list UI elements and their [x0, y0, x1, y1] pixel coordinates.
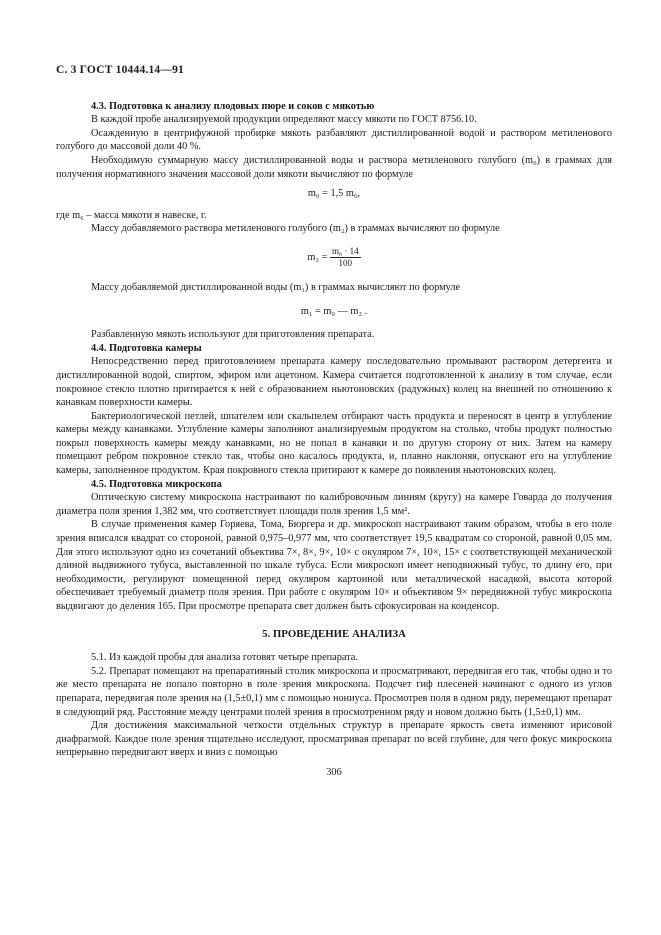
paragraph: Разбавленную мякоть используют для приготовления препарата. — [91, 329, 375, 341]
page-number: 306 — [326, 766, 342, 778]
document-page — [56, 64, 612, 780]
paragraph: Бактериологической петлей, шпателем или скальпелем отбирают часть продукта и переносят в центр в углубление камеры между канавками. Углубление камеры заполняют анализируемым продуктом на столько, чтобы продукт полностью покрыл поверхность камеры между канавками, но не попал в канавки и по другую сторону от них. Затем на камеру помещают ребром покровное стекло так, чтобы оно касалось продукта, и, плавно наклоняя, опускают его на углубление камеры, заполненное продуктом. Края покровного стекла притирают к камере до появления ньютоновских колец. — [56, 410, 612, 477]
formula-legend: где m₆ – масса мякоти в навеске, г. — [56, 209, 207, 221]
formula-m0: m₀ = 1,5 m₆, — [307, 188, 361, 200]
fraction-denominator: 100 — [338, 257, 353, 268]
formula-m2-left: m₂ = — [307, 251, 328, 263]
section-4-3-title: 4.3. Подготовка к анализу плодовых пюре и соков с мякотью — [91, 100, 375, 112]
formula-m2-fraction — [330, 246, 361, 269]
section-4-5-title: 4.5. Подготовка микроскопа — [91, 478, 222, 490]
fraction-numerator: m₆ · 14 — [331, 245, 359, 256]
paragraph: Оптическую систему микроскопа настраивают по калибровочным линиям (кругу) на камере Говарда до получения диаметра поля зрения 1,382 мм, что соответствует площади поля зрения 1,5 мм². — [56, 492, 612, 517]
paragraph: 5.2. Препарат помещают на препаративный столик микроскопа и просматривают, передвигая его так, чтобы одно и то же место препарата не попало повторно в поле зрения микроскопа. Подсчет гиф плесеней начинают с одного из углов препарата, передвигая поле зрения на (1,5±0,1) мм с помощью нониуса. Просмотрев поля в одном ряду, перемещают препарат в следующий ряд. Расстояние между центрами полей зрения в просмотренном ряду и новом должно быть (1,5±0,1) мм. — [56, 665, 612, 718]
paragraph: Для достижения максимальной четкости отдельных структур в препарате яркость света изменяют ирисовой диафрагмой. Каждое поле зрения тщательно исследуют, просматривая препарат по всей глубине, для чего фокус микроскопа непрерывно передвигают вверх и вниз с помощью — [56, 720, 612, 759]
paragraph: Осажденную в центрифужной пробирке мякоть разбавляют дистиллированной водой и раствором метиленового голубого до массовой доли 40 %. — [56, 127, 612, 153]
paragraph: Массу добавляемого раствора метиленового голубого (m₂) в граммах вычисляют по формуле — [91, 223, 500, 235]
paragraph: Непосредственно перед приготовлением препарата камеру последовательно промывают раствором детергента и дистиллированной водой, спиртом, эфиром или ацетоном. Камера считается подготовленной к анализу в том случае, если покровное стекло плотно притирается к ней с образованием ньютоновских (радужных) колец на внешней по отношению к канавкам поверхности камеры. — [56, 356, 612, 409]
section-4-4-title: 4.4. Подготовка камеры — [91, 342, 202, 354]
paragraph: Необходимую суммарную массу дистиллированной воды и раствора метиленового голубого (m₀) в граммах для получения нормативного значения массовой доли мякоти вычисляют по формуле — [56, 154, 612, 180]
page-header: С. 3 ГОСТ 10444.14—91 — [56, 64, 184, 76]
paragraph: В случае применения камер Горяева, Тома, Бюргера и др. микроскоп настраивают таким образом, чтобы в его поле зрения вписался квадрат со стороной, равной 0,975–0,977 мм, что соответствует 19,5 квадратам со стороной, равной 0,05 мм. Для этого используют одно из сочетаний объектива 7×, 8×, 9×, 10× с окуляром 7×, 10×, 15× с соответствующей механической длиной выдвижного тубуса, выставленной по шкале тубуса. Если микроскоп имеет неподвижный тубус, то длину его, при необходимости, регулируют помещенной перед окуляром картонной или металлической насадкой, высота которой обеспечивает требуемый диаметр поля зрения. При работе с окуляром 10× и объективом 9× передвижной тубус микроскопа выдвигают до деления 165. При просмотре препарата свет должен быть сфокусирован на конденсор. — [56, 519, 612, 612]
formula-m2 — [56, 246, 612, 269]
paragraph: 5.1. Из каждой пробы для анализа готовят четыре препарата. — [91, 652, 358, 664]
formula-m1: m₁ = m₀ — m₂ . — [300, 305, 368, 317]
section-5-title: 5. ПРОВЕДЕНИЕ АНАЛИЗА — [262, 627, 406, 640]
paragraph: Массу добавляемой дистиллированной воды (m₁) в граммах вычисляют по формуле — [91, 281, 461, 293]
paragraph: В каждой пробе анализируемой продукции определяют массу мякоти по ГОСТ 8756.10. — [91, 114, 477, 126]
